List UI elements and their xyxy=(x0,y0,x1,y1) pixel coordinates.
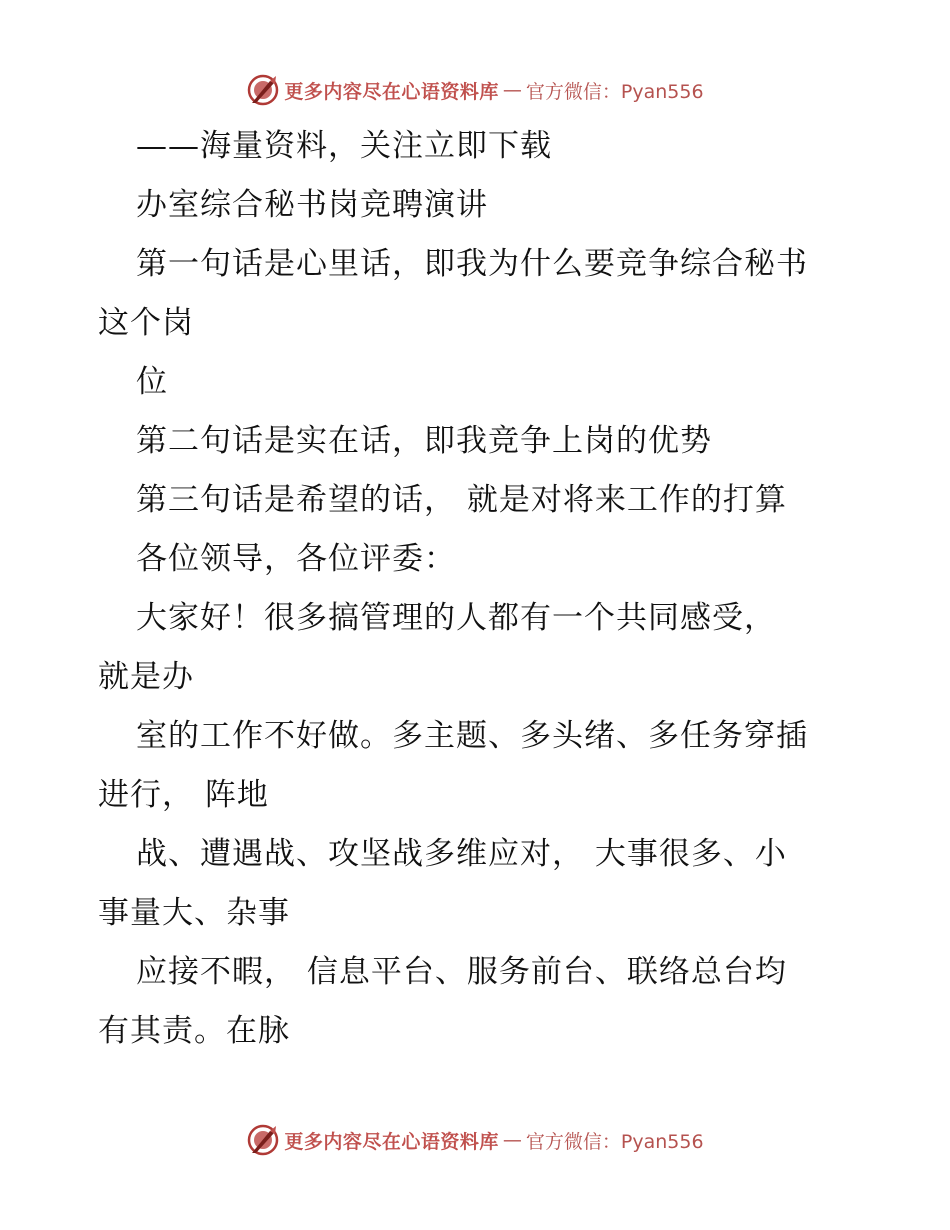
body-line: 室的工作不好做。多主题、多头绪、多任务穿插 xyxy=(136,718,808,754)
body-line: 办室综合秘书岗竞聘演讲 xyxy=(136,187,488,223)
header-banner xyxy=(0,70,950,110)
body-line: 应接不暇， 信息平台、服务前台、联络总台均 xyxy=(136,954,787,990)
body-line: 大家好！很多搞管理的人都有一个共同感受， xyxy=(136,600,776,636)
body-line: 位 xyxy=(136,364,168,400)
site-name-text: 更多内容尽在心语资料库 xyxy=(284,80,499,103)
wechat-text: 官方微信：Pyan556 xyxy=(525,80,704,103)
body-line: 就是办 xyxy=(98,659,194,695)
quill-logo-icon xyxy=(246,73,280,107)
body-line: 各位领导，各位评委： xyxy=(136,541,456,577)
body-line: ——海量资料，关注立即下载 xyxy=(136,128,552,164)
site-name-text: 更多内容尽在心语资料库 xyxy=(284,1130,499,1153)
body-line: 这个岗 xyxy=(98,305,194,341)
separator-dash: — xyxy=(502,1129,522,1151)
body-line: 第一句话是心里话，即我为什么要竞争综合秘书 xyxy=(136,246,808,282)
body-line: 战、遭遇战、攻坚战多维应对， 大事很多、小 xyxy=(136,836,787,872)
body-line: 有其责。在脉 xyxy=(98,1013,290,1049)
quill-logo-icon xyxy=(246,1123,280,1157)
wechat-text: 官方微信：Pyan556 xyxy=(525,1130,704,1153)
body-line: 事量大、杂事 xyxy=(98,895,290,931)
body-line: 第二句话是实在话，即我竞争上岗的优势 xyxy=(136,423,712,459)
body-line: 进行， 阵地 xyxy=(98,777,269,813)
body-line: 第三句话是希望的话， 就是对将来工作的打算 xyxy=(136,482,787,518)
separator-dash: — xyxy=(502,79,522,101)
footer-banner xyxy=(0,1120,950,1160)
